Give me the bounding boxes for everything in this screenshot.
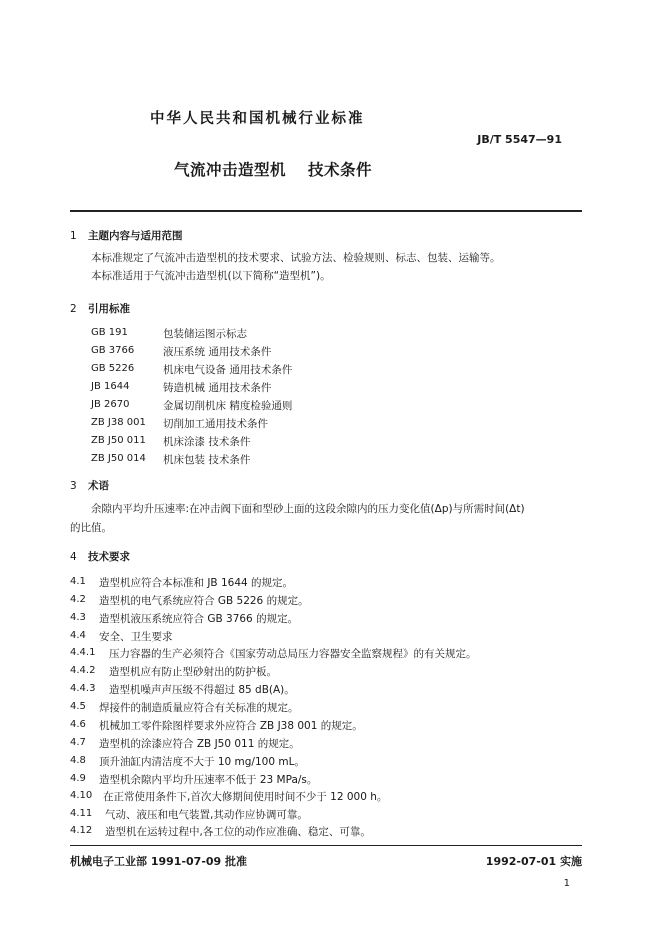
standard-code: JB/T 5547—91 bbox=[477, 133, 562, 146]
section-1-paragraph-2: 本标准适用于气流冲击造型机(以下简称“造型机”)。 bbox=[91, 270, 331, 282]
clause-number: 4.1 bbox=[70, 576, 86, 587]
clause-text: 压力容器的生产必须符合《国家劳动总局压力容器安全监察规程》的有关规定。 bbox=[109, 648, 477, 660]
org-title: 中华人民共和国机械行业标准 bbox=[150, 111, 365, 127]
section-2-title: 引用标准 bbox=[88, 303, 130, 315]
clause-text: 安全、卫生要求 bbox=[99, 631, 173, 643]
section-2-heading bbox=[70, 301, 130, 316]
clause-number: 4.3 bbox=[70, 612, 86, 623]
section-1-paragraph-1: 本标准规定了气流冲击造型机的技术要求、试验方法、检验规则、标志、包装、运输等。 bbox=[91, 252, 501, 264]
section-4-title: 技术要求 bbox=[88, 551, 130, 563]
clause-number: 4.4.3 bbox=[70, 683, 96, 694]
clause-number: 4.11 bbox=[70, 808, 93, 819]
clause-text: 造型机液压系统应符合 GB 3766 的规定。 bbox=[99, 613, 299, 625]
ref-code: ZB J50 011 bbox=[91, 435, 146, 446]
clause-number: 4.9 bbox=[70, 773, 86, 784]
clause-number: 4.10 bbox=[70, 790, 93, 801]
clause-text: 机械加工零件除图样要求外应符合 ZB J38 001 的规定。 bbox=[99, 720, 363, 732]
section-3-paragraph-line-2: 的比值。 bbox=[70, 522, 112, 534]
section-4-heading bbox=[70, 549, 130, 564]
section-1-heading bbox=[70, 228, 183, 243]
clause-text: 造型机噪声声压级不得超过 85 dB(A)。 bbox=[109, 684, 295, 696]
ref-code: ZB J50 014 bbox=[91, 453, 146, 464]
document-title-main: 气流冲击造型机 bbox=[174, 161, 287, 179]
section-3-number: 3 bbox=[70, 480, 77, 492]
footer-divider bbox=[70, 845, 582, 846]
issue-statement: 机械电子工业部 1991-07-09 批准 bbox=[70, 855, 248, 868]
document-title bbox=[174, 158, 372, 180]
clause-text: 造型机余隙内平均升压速率不低于 23 MPa/s。 bbox=[99, 774, 318, 786]
clause-text: 造型机的电气系统应符合 GB 5226 的规定。 bbox=[99, 595, 309, 607]
ref-name: 铸造机械 通用技术条件 bbox=[163, 382, 272, 394]
ref-code: JB 1644 bbox=[91, 381, 130, 392]
section-1-number: 1 bbox=[70, 230, 77, 242]
clause-number: 4.4.2 bbox=[70, 665, 96, 676]
clause-number: 4.8 bbox=[70, 755, 86, 766]
header-divider bbox=[70, 210, 582, 212]
ref-name: 机床涂漆 技术条件 bbox=[163, 436, 251, 448]
section-1-title: 主题内容与适用范围 bbox=[88, 230, 183, 242]
section-4-number: 4 bbox=[70, 551, 77, 563]
clause-text: 顶升油缸内清洁度不大于 10 mg/100 mL。 bbox=[99, 756, 305, 768]
section-2-number: 2 bbox=[70, 303, 77, 315]
clause-text: 造型机应有防止型砂射出的防护板。 bbox=[109, 666, 277, 678]
section-3-title: 术语 bbox=[88, 480, 109, 492]
clause-text: 焊接件的制造质量应符合有关标准的规定。 bbox=[99, 702, 299, 714]
effective-date: 1992-07-01 实施 bbox=[485, 855, 582, 868]
ref-code: GB 5226 bbox=[91, 363, 135, 374]
clause-number: 4.12 bbox=[70, 825, 93, 836]
clause-text: 造型机的涂漆应符合 ZB J50 011 的规定。 bbox=[99, 738, 300, 750]
ref-code: GB 3766 bbox=[91, 345, 135, 356]
document-title-sub: 技术条件 bbox=[308, 161, 373, 179]
ref-name: 包装储运图示标志 bbox=[163, 328, 247, 340]
ref-name: 液压系统 通用技术条件 bbox=[163, 346, 272, 358]
section-3-heading bbox=[70, 478, 109, 493]
ref-code: GB 191 bbox=[91, 327, 128, 338]
clause-text: 气动、液压和电气装置,其动作应协调可靠。 bbox=[105, 809, 308, 821]
ref-name: 切削加工通用技术条件 bbox=[163, 418, 268, 430]
ref-name: 机床包装 技术条件 bbox=[163, 454, 251, 466]
ref-code: JB 2670 bbox=[91, 399, 130, 410]
clause-number: 4.4.1 bbox=[70, 647, 96, 658]
section-3-paragraph-line-1: 余隙内平均升压速率:在冲击阀下面和型砂上面的这段余隙内的压力变化值(Δp)与所需时间(Δt) bbox=[91, 503, 525, 515]
clause-text: 在正常使用条件下,首次大修期间使用时间不少于 12 000 h。 bbox=[103, 791, 388, 803]
clause-text: 造型机应符合本标准和 JB 1644 的规定。 bbox=[99, 577, 294, 589]
clause-number: 4.2 bbox=[70, 594, 86, 605]
clause-number: 4.7 bbox=[70, 737, 86, 748]
ref-code: ZB J38 001 bbox=[91, 417, 146, 428]
clause-text: 造型机在运转过程中,各工位的动作应准确、稳定、可靠。 bbox=[105, 826, 371, 838]
ref-name: 机床电气设备 通用技术条件 bbox=[163, 364, 293, 376]
clause-number: 4.6 bbox=[70, 719, 86, 730]
clause-number: 4.5 bbox=[70, 701, 86, 712]
ref-name: 金属切削机床 精度检验通则 bbox=[163, 400, 293, 412]
page-number: 1 bbox=[563, 878, 570, 889]
clause-number: 4.4 bbox=[70, 630, 86, 641]
